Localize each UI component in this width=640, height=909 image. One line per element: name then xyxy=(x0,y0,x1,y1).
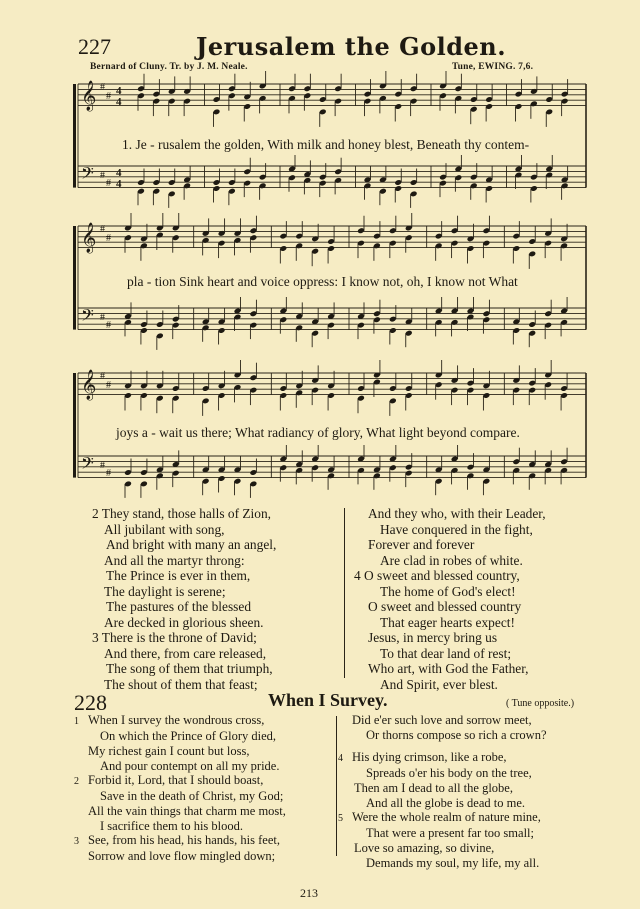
svg-text:4: 4 xyxy=(116,85,122,97)
svg-text:#: # xyxy=(100,224,105,235)
svg-text:4: 4 xyxy=(116,96,122,108)
svg-text:#: # xyxy=(100,460,105,471)
hymn228-verse-5: 5 Were the whole realm of nature mine, That were a present far too small; Love so amazing, so divine, Demands my soul, my life, my all. xyxy=(338,810,541,871)
hymn-number-227: 227 xyxy=(78,34,111,59)
svg-text:#: # xyxy=(100,312,105,323)
svg-text:𝄢: 𝄢 xyxy=(81,165,94,187)
column-divider xyxy=(344,508,345,678)
hymn228-verse-1: 1 When I survey the wondrous cross, On which the Prince of Glory died, My richest gain I count but loss, And pour contempt on all my pride. xyxy=(74,713,280,774)
lyrics-line-2: pla - tion Sink heart and voice oppress: I know not, oh, I know not What xyxy=(127,274,518,289)
lyrics-line-3: joys a - wait us there; What radiancy of glory, What light beyond compare. xyxy=(116,425,520,440)
verse-2: 2 They stand, those halls of Zion, All jubilant with song, And bright with many an angel, And all the martyr throng: The Prince is ever in them, The daylight is serene; The pastures of the blessed Are decked in glorious sheen. xyxy=(92,506,277,630)
svg-text:#: # xyxy=(106,468,111,479)
svg-text:𝄢: 𝄢 xyxy=(81,455,94,477)
hymn-title-227: Jerusalem the Golden. xyxy=(196,32,507,61)
svg-text:#: # xyxy=(106,178,111,189)
hymn228-verse-2: 2 Forbid it, Lord, that I should boast, Save in the death of Christ, my God; All the vain things that charm me most, I sacrifice them to his blood. xyxy=(74,773,286,834)
verse-3: 3 There is the throne of David; And there, from care released, The song of them that triumph, The shout of them that feast; xyxy=(92,630,273,692)
svg-text:#: # xyxy=(106,380,111,391)
svg-text:𝄞: 𝄞 xyxy=(81,223,97,252)
svg-text:4: 4 xyxy=(116,178,122,190)
hymn-title-228: When I Survey. xyxy=(268,690,388,710)
tune-note: ( Tune opposite.) xyxy=(506,698,575,709)
svg-text:#: # xyxy=(106,320,111,331)
hymn228-verse-3: 3 See, from his head, his hands, his feet, Sorrow and love flow mingled down; xyxy=(74,833,280,864)
svg-text:4: 4 xyxy=(116,167,122,179)
svg-text:𝄢: 𝄢 xyxy=(81,307,94,329)
column-divider-228 xyxy=(336,716,337,856)
svg-text:#: # xyxy=(100,82,105,93)
lyrics-line-1: 1. Je - rusalem the golden, With milk and honey blest, Beneath thy contem- xyxy=(122,137,530,152)
hymn-number-228: 228 xyxy=(74,690,107,715)
verse-3-continued: And they who, with their Leader, Have conquered in the fight, Forever and forever Are clad in robes of white. xyxy=(368,506,546,568)
svg-text:#: # xyxy=(100,170,105,181)
hymn228-verse-3-continued: Did e'er such love and sorrow meet, Or thorns compose so rich a crown? xyxy=(352,713,547,743)
hymn-author: Bernard of Cluny. Tr. by J. M. Neale. xyxy=(90,62,248,72)
svg-text:#: # xyxy=(100,371,105,382)
verse-4: 4 O sweet and blessed country, The home of God's elect! O sweet and blessed country That eager hearts expect! Jesus, in mercy bring us To that dear land of rest; Who art, with God the Father, And Spirit, ever blest. xyxy=(354,568,529,692)
page-number: 213 xyxy=(300,886,318,900)
svg-text:𝄞: 𝄞 xyxy=(81,370,97,399)
svg-text:#: # xyxy=(106,233,111,244)
hymn-tune: Tune, EWING. 7,6. xyxy=(452,62,534,72)
hymn228-verse-4: 4 His dying crimson, like a robe, Spreads o'er his body on the tree, Then am I dead to all the globe, And all the globe is dead to me. xyxy=(338,750,532,811)
svg-text:𝄞: 𝄞 xyxy=(81,81,97,110)
svg-text:#: # xyxy=(106,91,111,102)
